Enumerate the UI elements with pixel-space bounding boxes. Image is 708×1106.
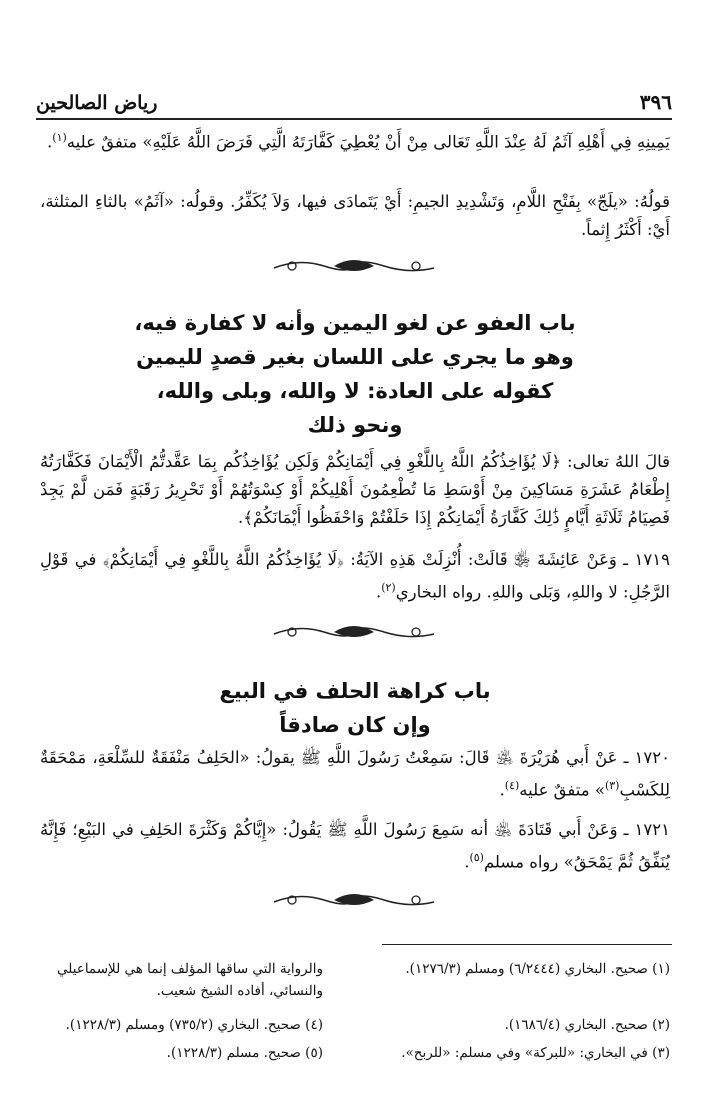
footnote-ref: (٢) [381, 581, 396, 594]
chapter-title-line: وهو ما يجري على اللسان بغير قصدٍ لليمين [136, 345, 574, 369]
ornament-divider [254, 890, 454, 910]
chapter-title-1 [40, 306, 670, 442]
ornament-divider [254, 256, 454, 276]
footnote-ref: (٣) [604, 779, 620, 792]
page-number: ٣٩٦ [639, 90, 672, 114]
ornament-divider [254, 622, 454, 642]
footnote-5: (٥) صحيح. مسلم (١٢٢٨/٣). [166, 1045, 323, 1061]
chapter-title-line: باب العفو عن لغو اليمين وأنه لا كفارة فيه، [134, 311, 576, 335]
paragraph-hadith-end: يَمِينِهِ فِي أَهْلِهِ آثَمُ لَهُ عِنْدَ اللَّهِ تَعَالى مِنْ أَنْ يُعْطِيَ كَفَّارَتَهُ الَّتِي فَرَضَ اللَّهُ عَلَيْهِ» متفقٌ عليه$^{(١)}$. [47, 131, 670, 152]
paragraph-text: يَمِينِهِ فِي أَهْلِهِ آثَمُ لَهُ عِنْدَ اللَّهِ تَعَالى مِنْ أَنْ يُعْطِيَ كَفَّارَتَهُ الَّتِي فَرَضَ اللَّهُ عَلَيْهِ» متفقٌ عليه [66, 132, 670, 152]
footnote-ref: (٥) [469, 851, 484, 864]
footnote-2: (٢) صحيح. البخاري (١٦٨٦/٤). [504, 1017, 670, 1033]
footnote-rule [382, 944, 672, 945]
footnote-4: (٤) صحيح. البخاري (٧٣٥/٢) ومسلم (١٢٢٨/٣). [65, 1017, 323, 1033]
paragraph-text: قولُهُ: «يلَجّ» بِفَتْحِ اللَّامِ، وَتَشْدِيدِ الجيمِ: أَيْ يَتَمادَى فيها، وَلاَ يُكَفِّرُ. وقولُه: «آثَمُ» بالثاءِ المثلثة، أَيْ: أَكْثَرُ إِثماً. [40, 192, 670, 239]
footnote-3: (٣) في البخاري: «للبركة» وفي مسلم: «للربح». [401, 1045, 670, 1061]
chapter-title-line: ونحو ذلك [307, 413, 403, 437]
footnote-ref: (١) [52, 131, 67, 144]
footnote-ref: (٤) [504, 779, 520, 792]
footnote-1-continuation: والرواية التي ساقها المؤلف إنما هي للإسماعيلي والنسائي، أفاده الشيخ شعيب. [56, 961, 323, 999]
paragraph-quran-verse [40, 448, 670, 532]
chapter-title-line: كقوله على العادة: لا والله، وبلى والله، [156, 379, 554, 403]
paragraph-text: ١٧٢٠ ـ عَنْ أَبي هُرَيْرَةَ ﵁ قَالَ: سَمِعْتُ رَسُولَ اللَّهِ ﷺ يقولُ: «الحَلِفُ مَنْفَقَةٌ للسِّلْعَةِ، مَمْحَقَةٌ لِلكَسْبِ [40, 748, 670, 800]
page-header [36, 88, 672, 114]
footnote-1: (١) صحيح. البخاري (٦/٢٤٤٤) ومسلم (١٢٧٦/٣). [405, 961, 670, 977]
hadith-1720: ١٧٢٠ ـ عَنْ أَبي هُرَيْرَةَ ﵁ قَالَ: سَمِعْتُ رَسُولَ اللَّهِ ﷺ يقولُ: «الحَلِفُ مَنْفَقَةٌ للسِّلْعَةِ، مَمْحَقَةٌ لِلكَسْبِ$^{(٣)}$» متفقٌ عليه$^{(٤)}$. [40, 748, 670, 800]
paragraph-explanation [40, 188, 670, 244]
chapter-title-line: باب كراهة الحلف في البيع [219, 679, 491, 703]
paragraph-text: ١٧٢١ ـ وَعَنْ أَبي قَتَادَةَ ﵁ أنه سَمِعَ رَسُولَ اللَّهِ ﷺ يَقُولُ: «إِيَّاكُمْ وَكَثْرَةَ الحَلِفِ في البَيْعِ؛ فَإِنَّهُ يُنَفِّقُ ثُمَّ يَمْحَقُ» رواه مسلم [40, 820, 670, 872]
running-title: رياض الصالحين [36, 92, 158, 114]
paragraph-text: » متفقٌ عليه [519, 780, 605, 800]
hadith-1721: ١٧٢١ ـ وَعَنْ أَبي قَتَادَةَ ﵁ أنه سَمِعَ رَسُولَ اللَّهِ ﷺ يَقُولُ: «إِيَّاكُمْ وَكَثْرَةَ الحَلِفِ في البَيْعِ؛ فَإِنَّهُ يُنَفِّقُ ثُمَّ يَمْحَقُ» رواه مسلم$^{(٥)}$. [40, 820, 670, 872]
paragraph-text: قالَ اللهُ تعالى: ﴿لَا يُؤَاخِذُكُمُ اللَّهُ بِاللَّغْوِ فِي أَيْمَانِكُمْ وَلَكِن يُؤَاخِذُكُم بِمَا عَقَّدتُّمُ الْأَيْمَانَ فَكَفَّارَتُهُ إِطْعَامُ عَشَرَةِ مَسَاكِينَ مِنْ أَوْسَطِ مَا تُطْعِمُونَ أَهْلِيكُمْ أَوْ كِسْوَتُهُمْ أَوْ تَحْرِيرُ رَقَبَةٍ فَمَن لَّمْ يَجِدْ فَصِيَامُ ثَلَاثَةِ أَيَّامٍ ذَٰلِكَ كَفَّارَةُ أَيْمَانِكُمْ إِذَا حَلَفْتُمْ وَاحْفَظُوا أَيْمَانَكُمْ﴾. [40, 452, 670, 527]
hadith-1719: ١٧١٩ ـ وَعَنْ عَائِشَةَ ﵂ قَالَتْ: أُنْزِلَتْ هَذِهِ الآيَةُ: ﴿لَا يُؤَاخِذُكُمُ اللَّهُ بِاللَّغْوِ فِي أَيْمَانِكُمْ﴾ في قَوْلِ الرَّجُلِ: لا واللهِ، وَبَلى واللهِ. رواه البخاري$^{(٢)}$. [40, 550, 670, 602]
chapter-title-2 [40, 674, 670, 742]
paragraph-text: ١٧١٩ ـ وَعَنْ عَائِشَةَ ﵂ قَالَتْ: أُنْزِلَتْ هَذِهِ الآيَةُ: ﴿لَا يُؤَاخِذُكُمُ اللَّهُ بِاللَّغْوِ فِي أَيْمَانِكُمْ﴾ في قَوْلِ الرَّجُلِ: لا واللهِ، وَبَلى واللهِ. رواه البخاري [40, 550, 670, 602]
header-rule [36, 118, 672, 120]
chapter-title-line: وإن كان صادقاً [279, 713, 431, 737]
